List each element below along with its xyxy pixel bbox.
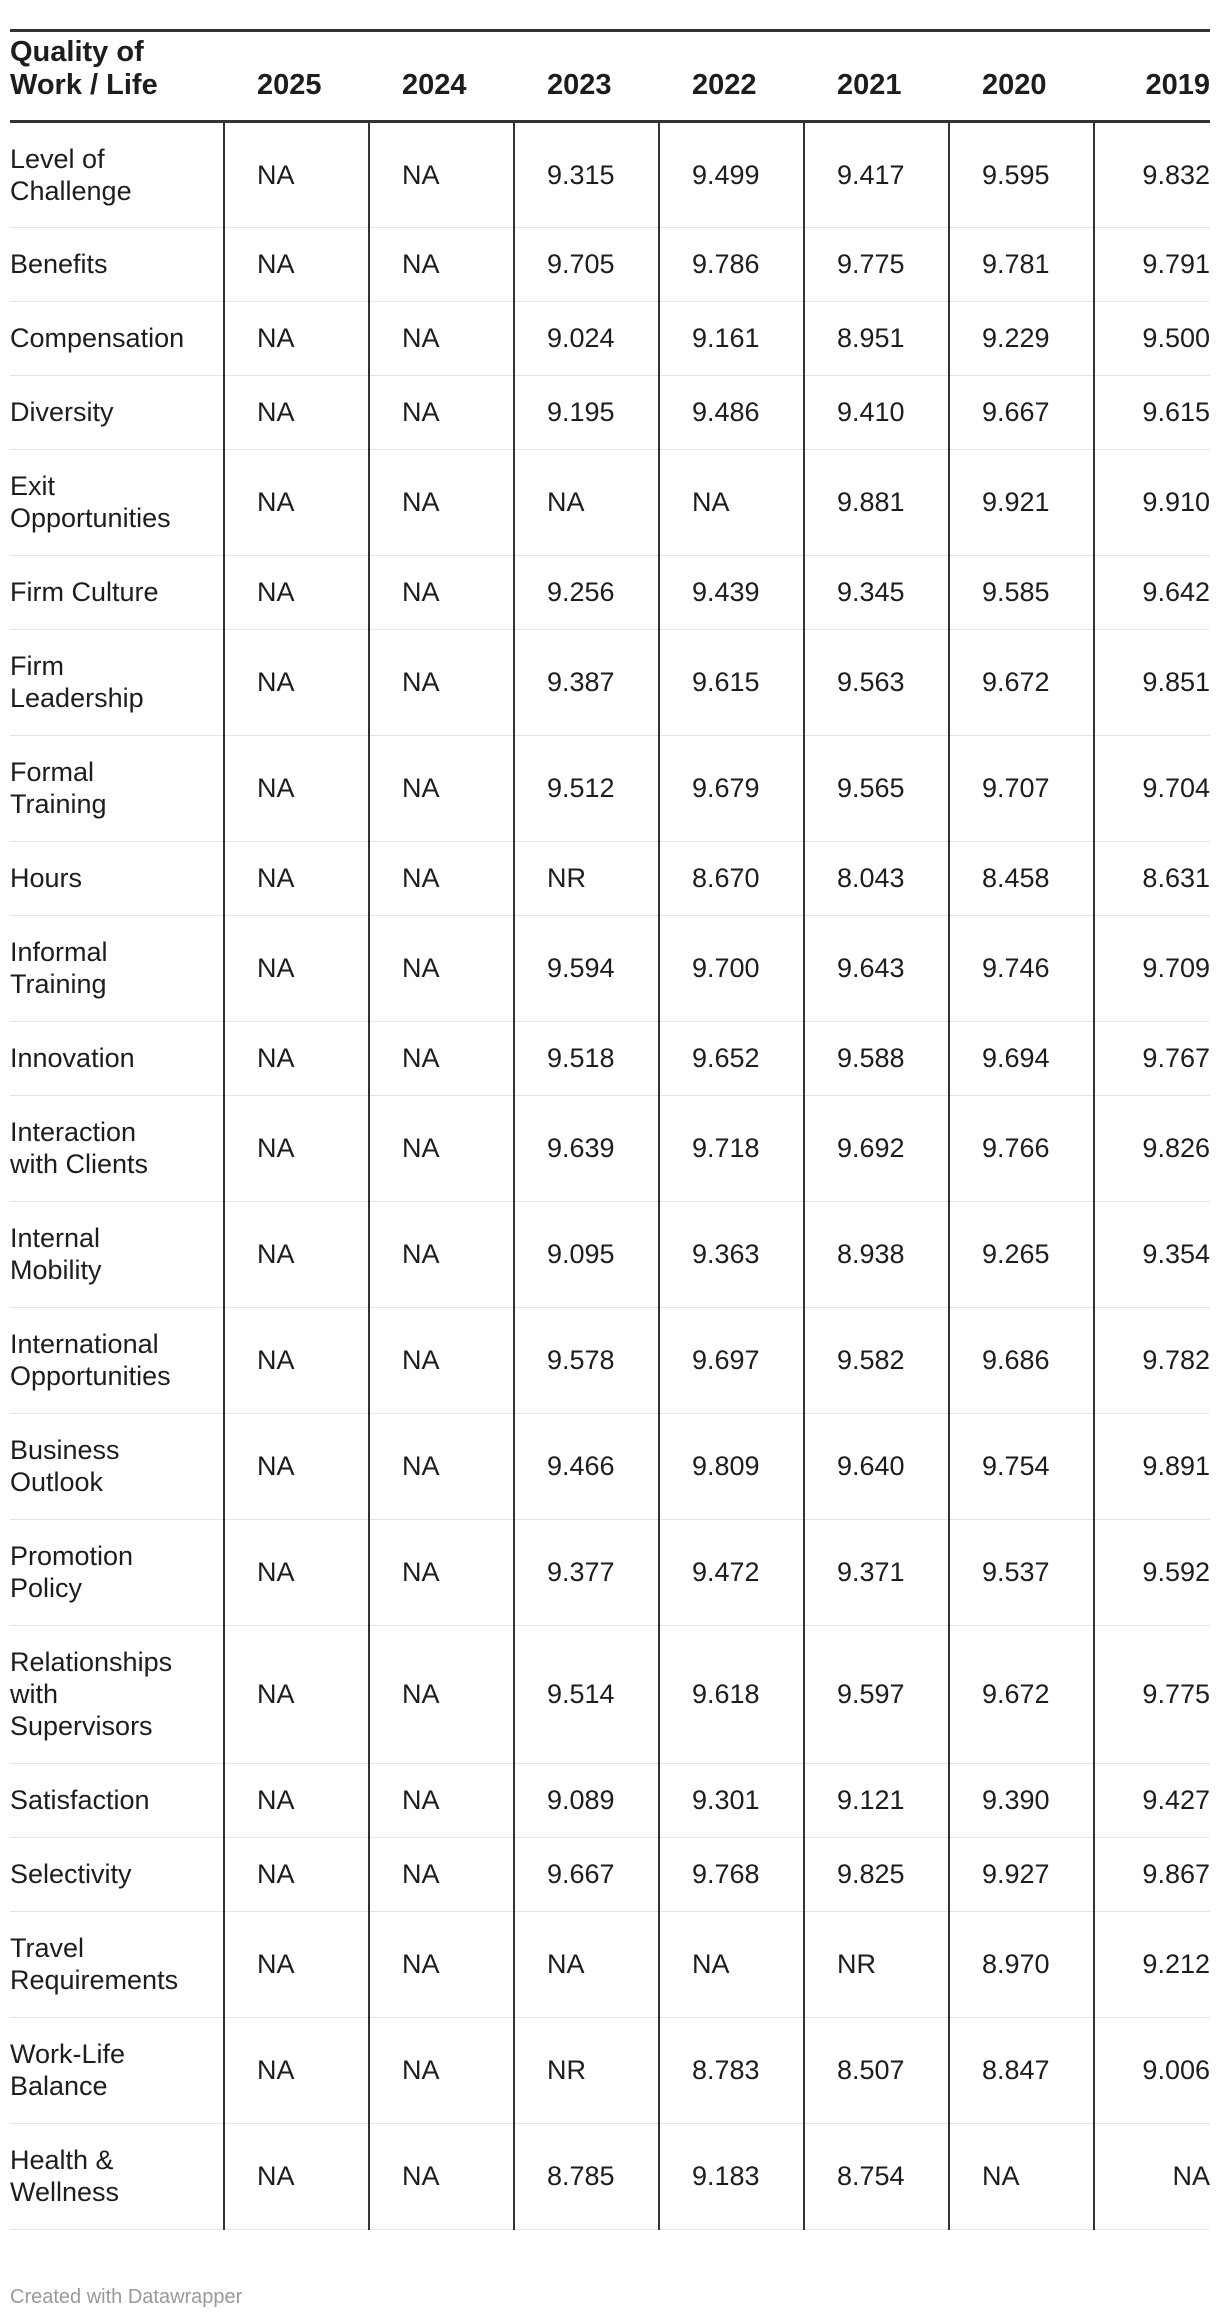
row-label bbox=[10, 1095, 224, 1201]
row-label-line: Selectivity bbox=[10, 1859, 132, 1889]
table-cell: 9.256 bbox=[514, 555, 659, 629]
table-cell: 8.783 bbox=[659, 2017, 804, 2123]
table-cell: 9.667 bbox=[949, 375, 1094, 449]
table-cell: NA bbox=[369, 301, 514, 375]
table-cell: 8.970 bbox=[949, 1911, 1094, 2017]
table-row bbox=[10, 1413, 1210, 1519]
row-label-line: Exit bbox=[10, 471, 56, 501]
table-cell: NA bbox=[224, 915, 369, 1021]
table-row bbox=[10, 1519, 1210, 1625]
table-cell: 9.775 bbox=[804, 227, 949, 301]
table-body bbox=[10, 121, 1210, 2229]
table-cell: 9.927 bbox=[949, 1837, 1094, 1911]
table-cell: 9.565 bbox=[804, 735, 949, 841]
table-cell: NR bbox=[514, 2017, 659, 2123]
table-cell: 8.785 bbox=[514, 2123, 659, 2229]
table-cell: 9.775 bbox=[1094, 1625, 1210, 1763]
table-cell: 9.781 bbox=[949, 227, 1094, 301]
table-cell: 9.597 bbox=[804, 1625, 949, 1763]
table-cell: 9.766 bbox=[949, 1095, 1094, 1201]
table-cell: NA bbox=[224, 301, 369, 375]
table-cell: 9.881 bbox=[804, 449, 949, 555]
table-cell: NA bbox=[224, 555, 369, 629]
table-cell: 9.500 bbox=[1094, 301, 1210, 375]
column-header-year: 2025 bbox=[224, 32, 369, 121]
table-cell: 9.595 bbox=[949, 121, 1094, 227]
table-cell: 9.466 bbox=[514, 1413, 659, 1519]
row-label-line: Internal bbox=[10, 1223, 101, 1253]
table-cell: 9.692 bbox=[804, 1095, 949, 1201]
table-cell: NA bbox=[224, 449, 369, 555]
table-row bbox=[10, 1763, 1210, 1837]
row-label-line: Formal bbox=[10, 757, 95, 787]
table-cell: 9.518 bbox=[514, 1021, 659, 1095]
table-cell: 9.594 bbox=[514, 915, 659, 1021]
table-cell: NA bbox=[369, 555, 514, 629]
table-cell: 9.786 bbox=[659, 227, 804, 301]
table-cell: NA bbox=[1094, 2123, 1210, 2229]
row-label bbox=[10, 1021, 224, 1095]
row-label bbox=[10, 1519, 224, 1625]
table-cell: NA bbox=[659, 1911, 804, 2017]
row-label bbox=[10, 1307, 224, 1413]
table-cell: 9.582 bbox=[804, 1307, 949, 1413]
table-cell: NA bbox=[224, 1625, 369, 1763]
table-cell: 9.195 bbox=[514, 375, 659, 449]
table-cell: 8.847 bbox=[949, 2017, 1094, 2123]
table-cell: NA bbox=[224, 2123, 369, 2229]
table-cell: 9.499 bbox=[659, 121, 804, 227]
table-row bbox=[10, 1911, 1210, 2017]
table-cell: NA bbox=[369, 735, 514, 841]
table-cell: 9.512 bbox=[514, 735, 659, 841]
row-label-line: Innovation bbox=[10, 1043, 135, 1073]
table-cell: 9.754 bbox=[949, 1413, 1094, 1519]
table-cell: 8.951 bbox=[804, 301, 949, 375]
table-cell: NA bbox=[949, 2123, 1094, 2229]
row-label-line: Opportunities bbox=[10, 503, 171, 533]
column-header-year: 2021 bbox=[804, 32, 949, 121]
row-label-line: Compensation bbox=[10, 323, 185, 353]
table-cell: 8.754 bbox=[804, 2123, 949, 2229]
table-cell: 9.704 bbox=[1094, 735, 1210, 841]
table-cell: 9.707 bbox=[949, 735, 1094, 841]
table-cell: 9.161 bbox=[659, 301, 804, 375]
table-cell: NA bbox=[369, 1021, 514, 1095]
row-label-line: Firm bbox=[10, 651, 64, 681]
row-label bbox=[10, 1763, 224, 1837]
row-label-line: Outlook bbox=[10, 1467, 104, 1497]
table-row bbox=[10, 735, 1210, 841]
table-cell: 9.672 bbox=[949, 1625, 1094, 1763]
row-label bbox=[10, 1837, 224, 1911]
table-cell: NA bbox=[369, 629, 514, 735]
table-cell: NA bbox=[369, 375, 514, 449]
table-cell: NA bbox=[369, 2123, 514, 2229]
table-cell: 8.458 bbox=[949, 841, 1094, 915]
table-cell: 9.345 bbox=[804, 555, 949, 629]
table-cell: NA bbox=[224, 1413, 369, 1519]
table-cell: 9.301 bbox=[659, 1763, 804, 1837]
table-cell: 9.390 bbox=[949, 1763, 1094, 1837]
table-cell: 9.514 bbox=[514, 1625, 659, 1763]
table-cell: NA bbox=[369, 449, 514, 555]
row-label bbox=[10, 735, 224, 841]
table-cell: 9.592 bbox=[1094, 1519, 1210, 1625]
table-cell: NA bbox=[224, 1519, 369, 1625]
table-cell: 9.746 bbox=[949, 915, 1094, 1021]
table-cell: 9.640 bbox=[804, 1413, 949, 1519]
table-cell: 9.891 bbox=[1094, 1413, 1210, 1519]
table-cell: 9.832 bbox=[1094, 121, 1210, 227]
row-label bbox=[10, 2017, 224, 2123]
table-cell: 9.667 bbox=[514, 1837, 659, 1911]
table-cell: NA bbox=[369, 1911, 514, 2017]
row-label-line: Supervisors bbox=[10, 1711, 153, 1741]
table-row bbox=[10, 227, 1210, 301]
table-cell: 9.417 bbox=[804, 121, 949, 227]
table-cell: 9.486 bbox=[659, 375, 804, 449]
table-cell: NA bbox=[369, 227, 514, 301]
row-label-line: Promotion bbox=[10, 1541, 134, 1571]
table-cell: 9.767 bbox=[1094, 1021, 1210, 1095]
table-cell: NA bbox=[224, 1307, 369, 1413]
column-header-year: 2024 bbox=[369, 32, 514, 121]
table-cell: NA bbox=[369, 1413, 514, 1519]
table-cell: 9.472 bbox=[659, 1519, 804, 1625]
table-cell: 9.825 bbox=[804, 1837, 949, 1911]
table-cell: NA bbox=[224, 2017, 369, 2123]
row-label-line: International bbox=[10, 1329, 159, 1359]
table-cell: 9.371 bbox=[804, 1519, 949, 1625]
table-cell: 9.921 bbox=[949, 449, 1094, 555]
table-cell: NA bbox=[224, 1095, 369, 1201]
header-row bbox=[10, 32, 1210, 121]
row-label-line: Balance bbox=[10, 2071, 108, 2101]
table-cell: NA bbox=[369, 121, 514, 227]
table-cell: NA bbox=[369, 1201, 514, 1307]
table-cell: 8.507 bbox=[804, 2017, 949, 2123]
table-cell: 9.826 bbox=[1094, 1095, 1210, 1201]
table-cell: NA bbox=[224, 1201, 369, 1307]
table-cell: 9.679 bbox=[659, 735, 804, 841]
table-cell: 9.768 bbox=[659, 1837, 804, 1911]
table-cell: NA bbox=[224, 375, 369, 449]
table-cell: 9.585 bbox=[949, 555, 1094, 629]
row-label bbox=[10, 1201, 224, 1307]
table-cell: 9.363 bbox=[659, 1201, 804, 1307]
row-label bbox=[10, 1413, 224, 1519]
table-row bbox=[10, 301, 1210, 375]
column-header-year: 2019 bbox=[1094, 32, 1210, 121]
row-label-line: Leadership bbox=[10, 683, 144, 713]
table-row bbox=[10, 375, 1210, 449]
table-cell: 9.229 bbox=[949, 301, 1094, 375]
table-cell: 8.938 bbox=[804, 1201, 949, 1307]
row-label-line: Training bbox=[10, 969, 107, 999]
table-cell: 9.809 bbox=[659, 1413, 804, 1519]
table-cell: 9.265 bbox=[949, 1201, 1094, 1307]
table-cell: 9.095 bbox=[514, 1201, 659, 1307]
table-cell: 9.089 bbox=[514, 1763, 659, 1837]
table-cell: NA bbox=[369, 1095, 514, 1201]
table-cell: 9.121 bbox=[804, 1763, 949, 1837]
table-cell: 9.006 bbox=[1094, 2017, 1210, 2123]
table-cell: NA bbox=[369, 2017, 514, 2123]
table-cell: 9.791 bbox=[1094, 227, 1210, 301]
table-cell: 8.043 bbox=[804, 841, 949, 915]
row-label-line: Informal bbox=[10, 937, 108, 967]
table-cell: 9.910 bbox=[1094, 449, 1210, 555]
table-container bbox=[10, 29, 1210, 2230]
table-cell: 9.615 bbox=[1094, 375, 1210, 449]
table-cell: 9.618 bbox=[659, 1625, 804, 1763]
row-label-line: Mobility bbox=[10, 1255, 102, 1285]
table-cell: 9.563 bbox=[804, 629, 949, 735]
table-row bbox=[10, 841, 1210, 915]
row-label-line: Work-Life bbox=[10, 2039, 126, 2069]
table-row bbox=[10, 629, 1210, 735]
table-cell: 9.643 bbox=[804, 915, 949, 1021]
row-label bbox=[10, 301, 224, 375]
table-cell: NA bbox=[369, 915, 514, 1021]
table-cell: NA bbox=[659, 449, 804, 555]
row-label bbox=[10, 1625, 224, 1763]
table-cell: NA bbox=[224, 227, 369, 301]
table-cell: 9.578 bbox=[514, 1307, 659, 1413]
table-cell: NA bbox=[369, 1307, 514, 1413]
row-label-line: Wellness bbox=[10, 2177, 120, 2207]
row-label bbox=[10, 629, 224, 735]
table-cell: 8.670 bbox=[659, 841, 804, 915]
table-cell: 9.537 bbox=[949, 1519, 1094, 1625]
table-cell: NA bbox=[514, 1911, 659, 2017]
row-label bbox=[10, 555, 224, 629]
row-label bbox=[10, 1911, 224, 2017]
table-cell: 9.672 bbox=[949, 629, 1094, 735]
row-label bbox=[10, 227, 224, 301]
table-cell: NA bbox=[224, 1911, 369, 2017]
table-cell: NA bbox=[224, 841, 369, 915]
row-label-line: Level of bbox=[10, 143, 105, 174]
footer-credit: Created with Datawrapper bbox=[10, 2286, 243, 2308]
row-label-line: Policy bbox=[10, 1573, 83, 1603]
table-row bbox=[10, 1201, 1210, 1307]
row-label-line: Firm Culture bbox=[10, 577, 159, 607]
column-header-year: 2023 bbox=[514, 32, 659, 121]
table-row bbox=[10, 121, 1210, 227]
table-row bbox=[10, 449, 1210, 555]
row-label-line: Diversity bbox=[10, 397, 114, 427]
table-row bbox=[10, 555, 1210, 629]
row-label bbox=[10, 375, 224, 449]
column-header-year: 2022 bbox=[659, 32, 804, 121]
table-cell: 8.631 bbox=[1094, 841, 1210, 915]
table-cell: 9.782 bbox=[1094, 1307, 1210, 1413]
table-row bbox=[10, 915, 1210, 1021]
row-label-line: Hours bbox=[10, 863, 83, 893]
table-cell: 9.024 bbox=[514, 301, 659, 375]
table-cell: NA bbox=[224, 1021, 369, 1095]
table-cell: 9.867 bbox=[1094, 1837, 1210, 1911]
row-label-line: Interaction bbox=[10, 1117, 137, 1147]
column-header-year: 2020 bbox=[949, 32, 1094, 121]
table-row bbox=[10, 1837, 1210, 1911]
table-cell: 9.718 bbox=[659, 1095, 804, 1201]
row-label bbox=[10, 121, 224, 227]
table-cell: 9.615 bbox=[659, 629, 804, 735]
table-cell: 9.387 bbox=[514, 629, 659, 735]
row-label-line: Health & bbox=[10, 2145, 114, 2175]
table-cell: NR bbox=[514, 841, 659, 915]
table-row bbox=[10, 1095, 1210, 1201]
table-cell: NA bbox=[369, 841, 514, 915]
table-cell: 9.642 bbox=[1094, 555, 1210, 629]
row-label-line: Travel bbox=[10, 1933, 85, 1963]
table-cell: 9.427 bbox=[1094, 1763, 1210, 1837]
table-cell: NA bbox=[514, 449, 659, 555]
table-cell: 9.697 bbox=[659, 1307, 804, 1413]
table-cell: NA bbox=[224, 735, 369, 841]
table-cell: 9.686 bbox=[949, 1307, 1094, 1413]
table-cell: 9.212 bbox=[1094, 1911, 1210, 2017]
table-cell: NA bbox=[224, 629, 369, 735]
table-cell: NA bbox=[369, 1837, 514, 1911]
header-label-line: Quality of bbox=[10, 35, 144, 68]
row-label bbox=[10, 449, 224, 555]
column-header-label bbox=[10, 32, 224, 121]
table-cell: NR bbox=[804, 1911, 949, 2017]
row-label bbox=[10, 915, 224, 1021]
table-cell: NA bbox=[224, 1763, 369, 1837]
table-cell: 9.652 bbox=[659, 1021, 804, 1095]
row-label-line: Relationships bbox=[10, 1647, 173, 1677]
table-cell: 9.705 bbox=[514, 227, 659, 301]
table-row bbox=[10, 2123, 1210, 2229]
table-cell: 9.700 bbox=[659, 915, 804, 1021]
row-label-line: with Clients bbox=[10, 1149, 149, 1179]
table-cell: 9.439 bbox=[659, 555, 804, 629]
row-label bbox=[10, 841, 224, 915]
table-cell: 9.354 bbox=[1094, 1201, 1210, 1307]
table-cell: 9.851 bbox=[1094, 629, 1210, 735]
table-row bbox=[10, 1307, 1210, 1413]
row-label-line: Satisfaction bbox=[10, 1785, 150, 1815]
table-cell: 9.377 bbox=[514, 1519, 659, 1625]
table-cell: NA bbox=[224, 1837, 369, 1911]
row-label-line: with bbox=[10, 1679, 59, 1709]
table-cell: NA bbox=[369, 1625, 514, 1763]
table-cell: 9.709 bbox=[1094, 915, 1210, 1021]
row-label-line: Requirements bbox=[10, 1965, 179, 1995]
table-cell: 9.183 bbox=[659, 2123, 804, 2229]
table-row bbox=[10, 1625, 1210, 1763]
header-label-line: Work / Life bbox=[10, 68, 158, 101]
row-label-line: Benefits bbox=[10, 249, 108, 279]
row-label bbox=[10, 2123, 224, 2229]
row-label-line: Opportunities bbox=[10, 1361, 171, 1391]
table-row bbox=[10, 2017, 1210, 2123]
table-row bbox=[10, 1021, 1210, 1095]
row-label-line: Training bbox=[10, 789, 107, 819]
row-label-line: Business bbox=[10, 1435, 120, 1465]
table-cell: 9.639 bbox=[514, 1095, 659, 1201]
table-cell: 9.410 bbox=[804, 375, 949, 449]
row-label-line: Challenge bbox=[10, 175, 132, 206]
table-cell: NA bbox=[369, 1763, 514, 1837]
table-cell: NA bbox=[369, 1519, 514, 1625]
table-cell: 9.315 bbox=[514, 121, 659, 227]
table-cell: 9.588 bbox=[804, 1021, 949, 1095]
quality-table bbox=[10, 32, 1210, 2230]
table-cell: 9.694 bbox=[949, 1021, 1094, 1095]
table-cell: NA bbox=[224, 121, 369, 227]
